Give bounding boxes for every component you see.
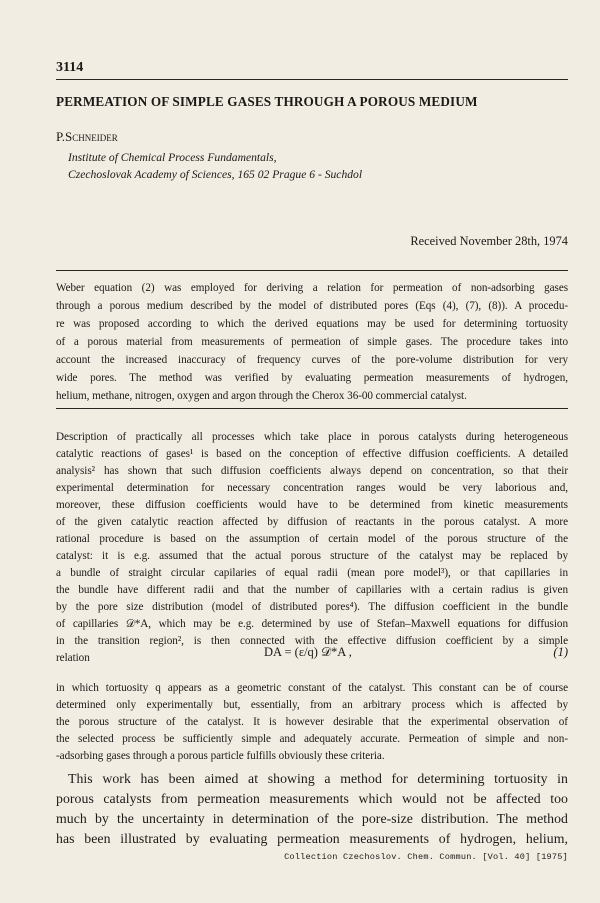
abstract-top-rule	[56, 270, 568, 271]
equation-number: (1)	[553, 645, 568, 659]
body-line: a bundle of straight circular capilaries of equal radii (mean pore model³), or that capillaries in	[56, 567, 568, 579]
header-rule	[56, 79, 568, 80]
abstract-line: re was proposed according to which the derived equations may be used for determining tortuosity	[56, 318, 568, 330]
body-line: of capillaries 𝒟*A, which may be e.g. determined by use of Stefan–Maxwell equations for diffusion	[56, 618, 568, 630]
body-line: in which tortuosity q appears as a geometric constant of the catalyst. This constant can be of course	[56, 682, 568, 694]
abstract-line: of a porous material from measurements of permeation of simple gases. The procedure takes into	[56, 336, 568, 348]
affiliation-line-2: Czechoslovak Academy of Sciences, 165 02 Prague 6 - Suchdol	[68, 168, 363, 181]
body-line: the porous structure of the catalyst. It is however desirable that the experimental observation of	[56, 716, 568, 728]
author-name: P.Schneider	[56, 129, 118, 144]
body-line-large: This work has been aimed at showing a method for determining tortuosity in	[68, 771, 568, 786]
journal-footer: Collection Czechoslov. Chem. Commun. [Vol. 40] [1975]	[284, 852, 568, 862]
body-line: the selected process be sufficiently simple and adequately accurate. Permeation of simple and non-	[56, 733, 568, 745]
abstract-line: through a porous medium described by the model of distributed pores (Eqs (4), (7), (8)). A procedu-	[56, 300, 568, 312]
equation-1	[56, 645, 568, 665]
paper-title: PERMEATION OF SIMPLE GASES THROUGH A POROUS MEDIUM	[56, 94, 478, 109]
body-line: the bundle have different radii and that the number of capillaries with a certain radius is given	[56, 584, 568, 596]
affiliation-line-1: Institute of Chemical Process Fundamentals,	[68, 151, 277, 164]
body-line: by the pore size distribution (model of distributed pores⁴). The diffusion coefficient in the bundle	[56, 601, 568, 613]
body-line: in the transition region², is then connected with the effective diffusion coefficient by a simple	[56, 635, 568, 647]
body-line: catalyst: it is e.g. assumed that the actual porous structure of the catalyst may be replaced by	[56, 550, 568, 562]
page-number: 3114	[56, 60, 84, 75]
abstract-bottom-rule	[56, 408, 568, 409]
abstract-line: wide pores. The method was verified by evaluating permeation measurements of hydrogen,	[56, 372, 568, 384]
body-line-large: porous catalysts from permeation measurements which would not be affected too	[56, 791, 568, 806]
body-line: rational procedure is based on the assumption of certain model of the porous structure of the	[56, 533, 568, 545]
body-line: relation	[56, 652, 90, 664]
body-line: moreover, these diffusion coefficients would have to be determined from kinetic measurements	[56, 499, 568, 511]
body-line-large: has been illustrated by evaluating permeation measurements of hydrogen, helium,	[56, 831, 568, 846]
body-line: experimental determination for necessary concentration ranges would be very laborious and,	[56, 482, 568, 494]
body-line: of the given catalytic reaction affected by diffusion of reactants in the porous catalyst. A more	[56, 516, 568, 528]
body-line: analysis² has shown that such diffusion coefficients always depend on concentration, so that their	[56, 465, 568, 477]
body-line: Description of practically all processes which take place in porous catalysts during heterogeneous	[56, 431, 568, 443]
received-date: Received November 28th, 1974	[410, 234, 568, 248]
body-line: determined only experimentally but, essentially, from an arbitrary process which is affected by	[56, 699, 568, 711]
body-line-large: much by the uncertainty in determination of the pore-size distribution. The method	[56, 811, 568, 826]
abstract-line: Weber equation (2) was employed for deriving a relation for permeation of non-adsorbing gases	[56, 282, 568, 294]
body-line: catalytic reactions of gases¹ is based on the conception of effective diffusion coefficients. A detailed	[56, 448, 568, 460]
equation-expression: DA = (ε/q) 𝒟*A ,	[264, 645, 352, 659]
abstract-line: helium, methane, nitrogen, oxygen and argon through the Cherox 36-00 commercial catalyst.	[56, 390, 467, 402]
body-line: -adsorbing gases through a porous particle fulfills obviously these criteria.	[56, 750, 385, 762]
abstract-line: account the increased inaccuracy of frequency curves of the pore-volume distribution for very	[56, 354, 568, 366]
